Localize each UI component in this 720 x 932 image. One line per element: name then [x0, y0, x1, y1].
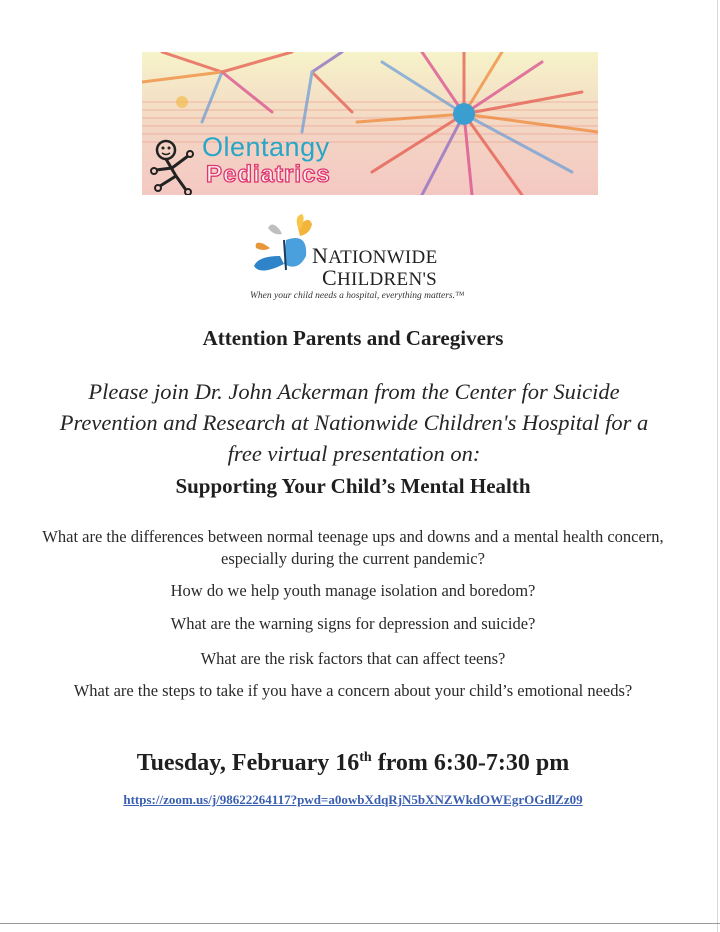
olentangy-banner — [142, 52, 598, 195]
olentangy-logo — [142, 124, 372, 195]
stick-child-icon — [146, 128, 206, 195]
page-bottom-edge — [0, 923, 720, 924]
question-1: What are the differences between normal teenage ups and downs and a mental health concern, especially during the current pandemic? — [42, 527, 664, 568]
invite-line-1: Please join Dr. John Ackerman from the Center for Suicide — [88, 379, 620, 404]
nationwide-tagline: When your child needs a hospital, everything matters.™ — [250, 291, 465, 301]
question-5: What are the steps to take if you have a concern about your child’s emotional needs? — [73, 681, 633, 700]
invitation-text — [36, 376, 672, 469]
invite-line-2: Prevention and Research at Nationwide Children's Hospital for a — [59, 410, 649, 435]
question-3: What are the warning signs for depression and suicide? — [170, 614, 536, 633]
wordmark-cap-n: N — [312, 243, 329, 268]
event-ordinal: th — [359, 750, 372, 765]
event-day-date: Tuesday, February 16 — [136, 750, 360, 776]
invite-line-3: free virtual presentation on: — [227, 441, 481, 466]
question-2: How do we help youth manage isolation and boredom? — [170, 581, 536, 600]
attention-heading: Attention Parents and Caregivers — [202, 326, 504, 350]
page-edge — [717, 0, 718, 932]
event-date-time — [0, 750, 706, 777]
butterflies-icon — [250, 210, 312, 290]
nationwide-childrens-wordmark — [312, 243, 438, 290]
pediatrics-wordmark: Pediatrics — [206, 161, 331, 188]
wordmark-rest-2: HILDREN'S — [336, 269, 438, 290]
question-4: What are the risk factors that can affect teens? — [200, 649, 506, 668]
wordmark-rest-1: ATIONWIDE — [328, 247, 438, 268]
nationwide-childrens-logo — [250, 210, 500, 305]
zoom-link[interactable]: https://zoom.us/j/98622264117?pwd=a0owbXdqRjN5bXNZWkdOWEgrOGdlZz09 — [123, 792, 583, 807]
olentangy-wordmark: Olentangy — [202, 132, 330, 162]
wordmark-cap-c: C — [322, 265, 337, 290]
event-time: from 6:30-7:30 pm — [371, 750, 570, 776]
presentation-title: Supporting Your Child’s Mental Health — [175, 474, 531, 498]
